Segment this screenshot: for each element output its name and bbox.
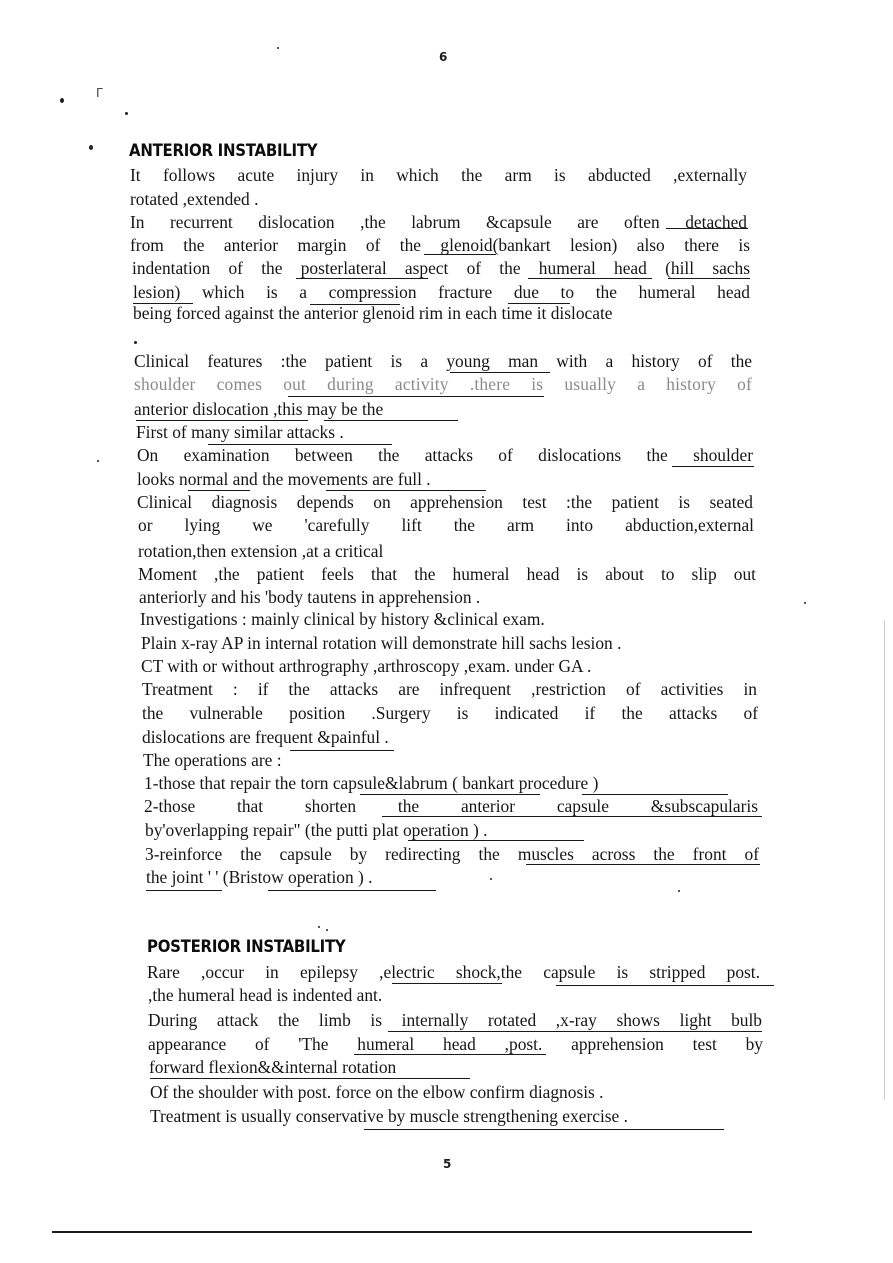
pen-underline: [450, 372, 550, 373]
scan-speck: [97, 460, 99, 462]
pen-underline: [508, 303, 570, 304]
pen-underline: [424, 254, 496, 255]
pen-underline: [310, 304, 400, 305]
pen-underline: [188, 490, 250, 491]
pen-underline: [150, 1078, 470, 1079]
text-line: It follows acute injury in which the arm is abducted ,externally: [130, 165, 747, 185]
pen-underline: [582, 794, 728, 795]
pen-underline: [208, 444, 392, 445]
pen-underline: [354, 1054, 546, 1055]
text-line: anteriorly and his 'body tautens in apprehension .: [139, 587, 481, 607]
text-line: the vulnerable position .Surgery is indicated if the attacks of: [142, 703, 758, 723]
scan-speck: [678, 890, 680, 892]
text-line: the joint ' ' (Bristow operation ) .: [146, 867, 373, 887]
scan-mark: ᒥ: [96, 86, 103, 100]
scan-speck: [490, 878, 492, 880]
text-line: by'overlapping repair" (the putti plat operation ) .: [145, 820, 488, 840]
page-number-bottom: 5: [443, 1157, 452, 1171]
pen-underline: [324, 420, 458, 421]
pen-underline: [268, 890, 436, 891]
text-line: Rare ,occur in epilepsy ,electric shock,the capsule is stripped post.: [147, 962, 760, 982]
text-line: lesion) which is a compression fracture due to the humeral head: [133, 282, 750, 302]
text-line: Clinical diagnosis depends on apprehension test :the patient is seated: [137, 492, 753, 512]
section-heading-posterior: POSTERIOR INSTABILITY: [147, 937, 346, 957]
pen-underline: [388, 1031, 762, 1032]
text-line: rotation,then extension ,at a critical: [138, 541, 384, 561]
scan-speck: [89, 145, 93, 150]
scan-speck: [318, 926, 320, 928]
scan-speck: [326, 929, 328, 931]
scan-speck: [134, 341, 137, 344]
scan-edge: [884, 620, 885, 1100]
pen-underline: [136, 420, 308, 421]
text-line: During attack the limb is internally rotated ,x-ray shows light bulb: [148, 1010, 762, 1030]
text-line: appearance of 'The humeral head ,post. apprehension test by: [148, 1034, 763, 1054]
text-line: CT with or without arthrography ,arthroscopy ,exam. under GA .: [141, 656, 592, 676]
text-line: ,the humeral head is indented ant.: [148, 985, 383, 1005]
pen-underline: [364, 1129, 724, 1130]
page-number-top: 6: [439, 50, 448, 64]
pen-underline: [290, 750, 394, 751]
pen-underline: [408, 840, 584, 841]
text-line: 3-reinforce the capsule by redirecting the muscles across the front of: [145, 844, 759, 864]
pen-underline: [296, 278, 428, 279]
text-line: Treatment is usually conservative by muscle strengthening exercise .: [150, 1106, 628, 1126]
scan-bottom-rule: [52, 1231, 752, 1233]
scan-speck: [804, 602, 806, 604]
scan-speck: [125, 112, 128, 115]
text-line: 1-those that repair the torn capsule&labrum ( bankart procedure ): [144, 773, 599, 793]
text-line: being forced against the anterior glenoid rim in each time it dislocate: [133, 303, 613, 323]
text-line: On examination between the attacks of dislocations the shoulder: [137, 445, 753, 465]
text-line: or lying we 'carefully lift the arm into abduction,external: [138, 515, 754, 535]
text-line: rotated ,extended .: [130, 189, 259, 209]
pen-underline: [392, 983, 502, 984]
text-line: looks normal and the movements are full .: [137, 469, 431, 489]
text-line: Clinical features :the patient is a young man with a history of the: [134, 351, 752, 371]
text-line: Moment ,the patient feels that the humeral head is about to slip out: [138, 564, 756, 584]
text-line: dislocations are frequent &painful .: [142, 727, 389, 747]
pen-underline: [326, 490, 486, 491]
text-line: The operations are :: [143, 750, 282, 770]
pen-underline: [556, 985, 774, 986]
scan-speck: [60, 98, 64, 103]
text-line: Treatment : if the attacks are infrequent ,restriction of activities in: [142, 679, 757, 699]
text-line: indentation of the posterlateral aspect of the humeral head (hill sachs: [132, 258, 750, 278]
pen-underline: [382, 816, 762, 817]
text-line-faded: shoulder comes out during activity .there is usually a history of: [134, 374, 752, 394]
text-line: 2-those that shorten the anterior capsule &subscapularis: [144, 796, 758, 816]
pen-underline: [672, 466, 754, 467]
pen-underline: [526, 864, 760, 865]
text-line: anterior dislocation ,this may be the: [134, 399, 384, 419]
pen-underline: [668, 278, 750, 279]
pen-underline: [666, 228, 748, 229]
pen-underline: [288, 396, 544, 397]
text-line: First of many similar attacks .: [136, 422, 344, 442]
pen-underline: [528, 278, 652, 279]
text-line: In recurrent dislocation ,the labrum &capsule are often detached: [130, 212, 747, 232]
pen-underline: [133, 303, 193, 304]
pen-underline: [146, 890, 222, 891]
pen-underline: [360, 794, 540, 795]
section-heading-anterior: ANTERIOR INSTABILITY: [129, 141, 318, 161]
text-line: forward flexion&&internal rotation: [149, 1057, 397, 1077]
text-line: Plain x-ray AP in internal rotation will demonstrate hill sachs lesion .: [141, 633, 622, 653]
text-line: Of the shoulder with post. force on the elbow confirm diagnosis .: [150, 1082, 604, 1102]
text-line: Investigations : mainly clinical by history &clinical exam.: [140, 609, 545, 629]
text-line: from the anterior margin of the glenoid(bankart lesion) also there is: [130, 235, 750, 255]
scan-speck: [277, 47, 279, 49]
